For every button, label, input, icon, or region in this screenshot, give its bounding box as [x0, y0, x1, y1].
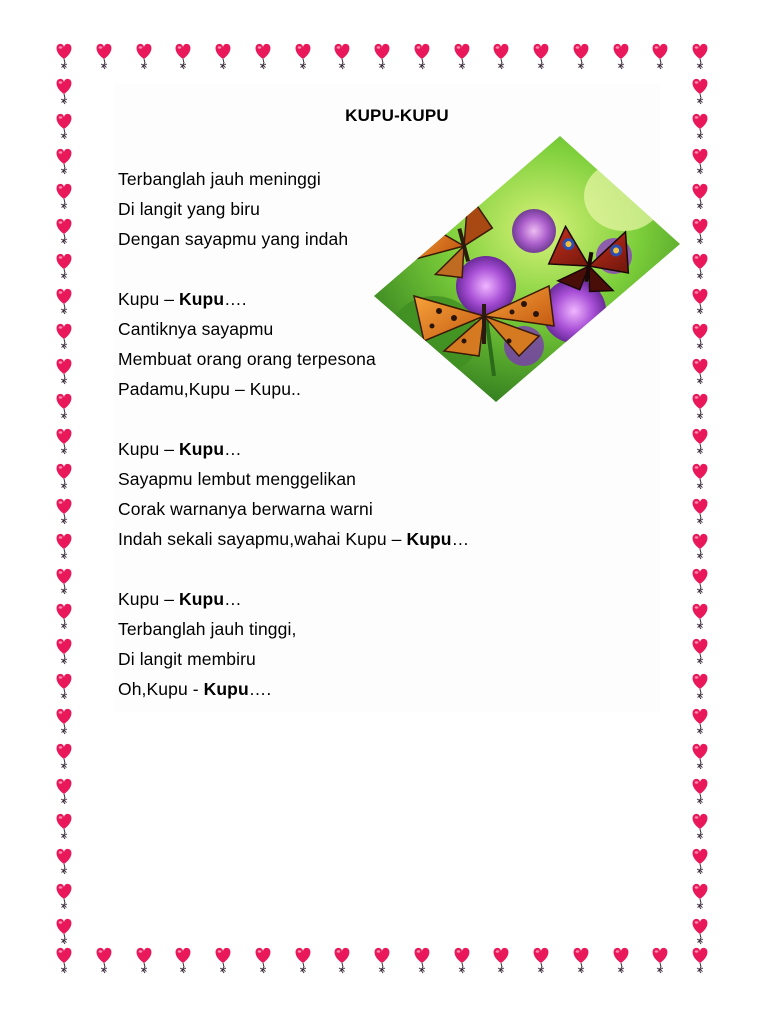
poem-line-text: Membuat orang orang terpesona [118, 349, 376, 369]
heart-balloon-icon [256, 948, 271, 973]
poem-line-text: Corak warnanya berwarna warni [118, 499, 373, 519]
heart-balloon-icon [97, 44, 112, 69]
heart-balloon-icon [57, 814, 72, 839]
heart-balloon-icon [57, 44, 72, 69]
heart-balloon-icon [57, 604, 72, 629]
heart-balloon-icon [57, 289, 72, 314]
heart-balloon-icon [693, 289, 708, 314]
heart-balloon-icon [57, 534, 72, 559]
heart-balloon-icon [415, 44, 430, 69]
heart-balloon-icon [693, 779, 708, 804]
heart-balloon-icon [693, 44, 708, 69]
heart-balloon-icon [335, 44, 350, 69]
poem-line-bold-text: Kupu [179, 589, 225, 609]
heart-balloon-icon [415, 948, 430, 973]
heart-balloon-icon [57, 464, 72, 489]
heart-balloon-icon [57, 639, 72, 664]
poem-line-text: Cantiknya sayapmu [118, 319, 274, 339]
heart-balloon-icon [296, 44, 311, 69]
stanza-gap [118, 404, 469, 434]
poem-line-text: Padamu,Kupu – Kupu.. [118, 379, 301, 399]
heart-balloon-icon [693, 534, 708, 559]
poem-line-bold-text: Kupu [179, 289, 225, 309]
heart-balloon-icon [494, 948, 509, 973]
poem-line [118, 644, 469, 674]
poem-line-text: Di langit membiru [118, 649, 256, 669]
heart-balloon-icon [57, 219, 72, 244]
heart-balloon-icon [693, 639, 708, 664]
butterfly-photo [374, 136, 680, 402]
heart-balloon-icon [375, 44, 390, 69]
heart-balloon-icon [216, 948, 231, 973]
heart-balloon-icon [693, 604, 708, 629]
heart-balloon-icon [57, 79, 72, 104]
poem-line-text: Di langit yang biru [118, 199, 260, 219]
heart-balloon-icon [176, 44, 191, 69]
poem-line-suffix: …. [248, 679, 272, 699]
heart-balloon-icon [693, 79, 708, 104]
poem-line [118, 614, 469, 644]
poem-line-text: Kupu – [118, 289, 180, 309]
poem-line-suffix: …. [224, 289, 247, 309]
heart-balloon-icon [137, 44, 152, 69]
heart-balloon-icon [693, 184, 708, 209]
poem-line-text: Kupu – [118, 439, 180, 459]
heart-balloon-icon [693, 394, 708, 419]
heart-balloon-icon [57, 884, 72, 909]
heart-balloon-icon [256, 44, 271, 69]
heart-balloon-icon [57, 429, 72, 454]
poem-line-text: Indah sekali sayapmu,wahai Kupu – [118, 529, 407, 549]
poem-line-bold-text: Kupu [203, 679, 249, 699]
heart-balloon-icon [693, 709, 708, 734]
poem-line-suffix: … [224, 589, 242, 609]
heart-balloon-icon [216, 44, 231, 69]
poem-line [118, 494, 469, 524]
heart-balloon-icon [335, 948, 350, 973]
heart-balloon-icon [574, 44, 589, 69]
poem-line-suffix: … [224, 439, 242, 459]
heart-balloon-icon [494, 44, 509, 69]
heart-balloon-icon [693, 464, 708, 489]
poem-line [118, 524, 469, 554]
poem-line-text: Oh,Kupu - [118, 679, 204, 699]
heart-balloon-icon [57, 254, 72, 279]
heart-balloon-icon [455, 948, 470, 973]
heart-balloon-icon [57, 569, 72, 594]
heart-balloon-icon [693, 814, 708, 839]
heart-balloon-icon [57, 394, 72, 419]
heart-balloon-icon [57, 184, 72, 209]
heart-balloon-icon [57, 849, 72, 874]
heart-balloon-icon [97, 948, 112, 973]
poem-title: KUPU-KUPU [345, 106, 449, 125]
poem-line-text: Sayapmu lembut menggelikan [118, 469, 357, 489]
heart-balloon-icon [57, 149, 72, 174]
heart-balloon-icon [693, 429, 708, 454]
stanza-gap [118, 554, 469, 584]
heart-balloon-icon [693, 254, 708, 279]
heart-balloon-icon [693, 849, 708, 874]
poem-line-text: Terbanglah jauh tinggi, [118, 619, 297, 639]
heart-balloon-icon [534, 44, 549, 69]
heart-balloon-icon [693, 499, 708, 524]
heart-balloon-icon [693, 919, 708, 944]
heart-balloon-icon [57, 919, 72, 944]
poem-line [118, 434, 469, 464]
heart-balloon-icon [693, 884, 708, 909]
heart-balloon-icon [693, 359, 708, 384]
heart-balloon-icon [693, 219, 708, 244]
heart-balloon-icon [693, 674, 708, 699]
heart-balloon-icon [455, 44, 470, 69]
heart-balloon-icon [57, 744, 72, 769]
heart-balloon-icon [375, 948, 390, 973]
heart-balloon-icon [176, 948, 191, 973]
heart-balloon-icon [57, 709, 72, 734]
heart-balloon-icon [653, 44, 668, 69]
poem-line-bold-text: Kupu [406, 529, 452, 549]
poem-line [118, 464, 469, 494]
heart-balloon-icon [693, 744, 708, 769]
poem-line-suffix: … [451, 529, 470, 549]
heart-balloon-icon [57, 948, 72, 973]
poem-line-text: Terbanglah jauh meninggi [118, 169, 321, 189]
poem-line-text: Kupu – [118, 589, 180, 609]
poem-line [118, 584, 469, 614]
heart-balloon-icon [693, 948, 708, 973]
poem-line-bold-text: Kupu [179, 439, 225, 459]
heart-balloon-icon [614, 948, 629, 973]
heart-balloon-icon [57, 324, 72, 349]
heart-balloon-icon [693, 569, 708, 594]
poem-line-text: Dengan sayapmu yang indah [118, 229, 349, 249]
heart-balloon-icon [653, 948, 668, 973]
heart-balloon-icon [57, 359, 72, 384]
heart-balloon-icon [574, 948, 589, 973]
heart-balloon-icon [693, 149, 708, 174]
heart-balloon-icon [693, 324, 708, 349]
heart-balloon-icon [57, 499, 72, 524]
heart-balloon-icon [296, 948, 311, 973]
heart-balloon-icon [534, 948, 549, 973]
poem-line [118, 674, 469, 704]
heart-balloon-icon [57, 674, 72, 699]
heart-balloon-icon [57, 779, 72, 804]
heart-balloon-icon [137, 948, 152, 973]
heart-balloon-icon [614, 44, 629, 69]
